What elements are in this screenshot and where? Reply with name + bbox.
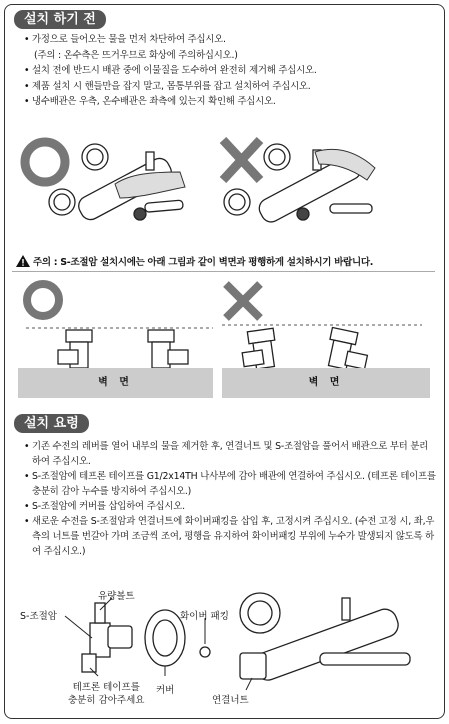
list-item: • 설치 전에 반드시 배관 중에 이물질을 도수하여 완전히 제거해 주십시오. — [24, 63, 439, 79]
list-item: • 새로운 수전을 S-조절암과 연결너트에 화이버패킹을 삽입 후, 고정시켜 주십시오. (수전 고정 시, 좌,우측의 너트를 번갈아 가며 조금씩 조여, 평행을 유지하여 화이버패킹 부위에 누수가 발생되지 않도록 하여 주십시오.) — [24, 514, 436, 559]
warning-icon — [16, 255, 30, 267]
list-item: • 제품 설치 시 핸들만을 잡지 말고, 몸통부위를 잡고 설치하여 주십시오. — [24, 79, 439, 95]
teflon-tape-label — [68, 681, 144, 707]
wall-surface-right — [222, 368, 430, 398]
install-method-list — [24, 439, 436, 559]
list-note: (주의 : 온수측은 뜨거우므로 화상에 주의하십시오.) — [34, 49, 238, 61]
caution-text: 주의 : S-조절암 설치시에는 아래 그림과 같이 벽면과 평행하게 설치하시기 바랍니다. — [33, 257, 374, 268]
wrong-holding-figure — [215, 132, 430, 247]
fiber-packing-label: 화이버 패킹 — [180, 611, 229, 622]
correct-holding-figure — [20, 132, 220, 247]
teflon-line-1: 테프론 테이프를 — [72, 682, 140, 693]
list-item: • 가정으로 들어오는 물을 먼저 차단하여 주십시오. — [24, 32, 439, 48]
list-item: • S-조절암에 커버를 삽입하여 주십시오. — [24, 499, 436, 514]
teflon-line-2: 충분히 감아주세요 — [68, 695, 145, 706]
s-arm-label: S-조절암 — [20, 611, 57, 622]
section-title-before-install: 설치 하기 전 — [14, 10, 106, 29]
before-install-list — [24, 32, 439, 110]
list-item: • 기존 수전의 레버를 열어 내부의 물을 제거한 후, 연결너트 및 S-조절암을 풀어서 배관으로 부터 분리하여 주십시오. — [24, 439, 436, 469]
list-item: • 냉수배관은 우측, 온수배관은 좌측에 있는지 확인해 주십시오. — [24, 94, 439, 110]
wall-surface-left — [18, 368, 213, 398]
caution-note — [16, 254, 373, 268]
section-title-install-method: 설치 요령 — [14, 414, 89, 433]
cover-label: 커버 — [156, 685, 175, 696]
wall-label: 벽 면 — [308, 377, 344, 388]
flow-bolt-label: 유량볼트 — [98, 591, 135, 602]
nut-label: 연결너트 — [212, 695, 249, 706]
divider — [12, 271, 435, 272]
wall-label: 벽 면 — [98, 377, 133, 388]
list-item: • S-조절암에 테프론 테이프를 G1/2x14TH 나사부에 감아 배관에 연결하여 주십시오. (테프론 테이프를 충분히 감아 누수를 방지하여 주십시오.) — [24, 469, 436, 499]
